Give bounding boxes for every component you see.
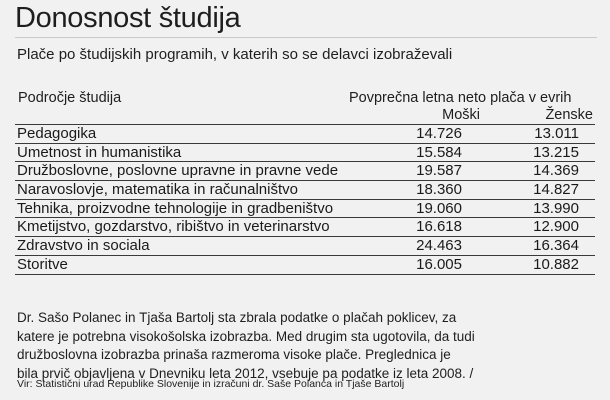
cell-women: 13.990 <box>533 199 579 217</box>
cell-field: Tehnika, proizvodne tehnologije in gradbeništvo <box>17 199 334 217</box>
header-men: Moški <box>442 107 480 123</box>
cell-field: Storitve <box>17 255 68 273</box>
note-line: družboslovna izobrazba prinaša razmeroma visoke plače. Preglednica je <box>17 347 451 363</box>
cell-field: Zdravstvo in sociala <box>17 237 150 255</box>
header-women: Ženske <box>545 107 593 123</box>
table-row <box>15 144 595 163</box>
cell-field: Pedagogika <box>17 125 97 142</box>
table-row <box>15 200 595 219</box>
cell-women: 12.900 <box>533 218 579 236</box>
cell-women: 13.011 <box>534 125 579 142</box>
cell-field: Kmetijstvo, gozdarstvo, ribištvo in veterinarstvo <box>17 218 330 236</box>
table-row <box>15 256 595 275</box>
cell-women: 10.882 <box>533 255 579 273</box>
table-row <box>15 124 595 144</box>
cell-men: 24.463 <box>416 237 462 255</box>
cell-field: Naravoslovje, matematika in računalništvo <box>17 181 298 199</box>
salary-table <box>15 124 595 275</box>
table-row <box>15 181 595 200</box>
table-row <box>15 162 595 181</box>
cell-women: 14.369 <box>533 162 579 180</box>
cell-men: 19.587 <box>416 162 462 180</box>
title-divider <box>15 37 597 38</box>
cell-women: 14.827 <box>533 181 579 199</box>
cell-field: Družboslovne, poslovne upravne in pravne vede <box>17 162 339 180</box>
header-average: Povprečna letna neto plača v evrih <box>349 90 572 106</box>
cell-men: 19.060 <box>416 199 462 217</box>
cell-women: 16.364 <box>533 237 579 255</box>
header-field: Področje študija <box>18 90 122 106</box>
cell-men: 14.726 <box>416 125 462 142</box>
cell-men: 16.618 <box>416 218 462 236</box>
note-line: bila prvič objavljena v Dnevniku leta 2012, vsebuje pa podatke iz leta 2008. / <box>17 365 474 381</box>
note-line: katere je potrebna visokošolska izobrazba. Med drugim sta ugotovila, da tudi <box>17 328 475 344</box>
cell-men: 15.584 <box>416 143 462 161</box>
table-row <box>15 218 595 237</box>
subtitle: Plače po študijskih programih, v katerih so se delavci izobraževali <box>17 46 453 63</box>
note-text <box>17 309 602 383</box>
note-line: Dr. Sašo Polanec in Tjaša Bartolj sta zbrala podatke o plačah poklicev, za <box>17 310 457 325</box>
cell-field: Umetnost in humanistika <box>17 143 182 161</box>
cell-men: 16.005 <box>416 255 462 273</box>
cell-men: 18.360 <box>416 181 462 199</box>
page-title: Donosnost študija <box>15 2 241 34</box>
cell-women: 13.215 <box>533 143 579 161</box>
table-row <box>15 237 595 256</box>
source-credit: Vir: Statistični urad Republike Slovenije in izračuni dr. Saše Polanca in Tjaše Bartolj <box>17 378 405 390</box>
